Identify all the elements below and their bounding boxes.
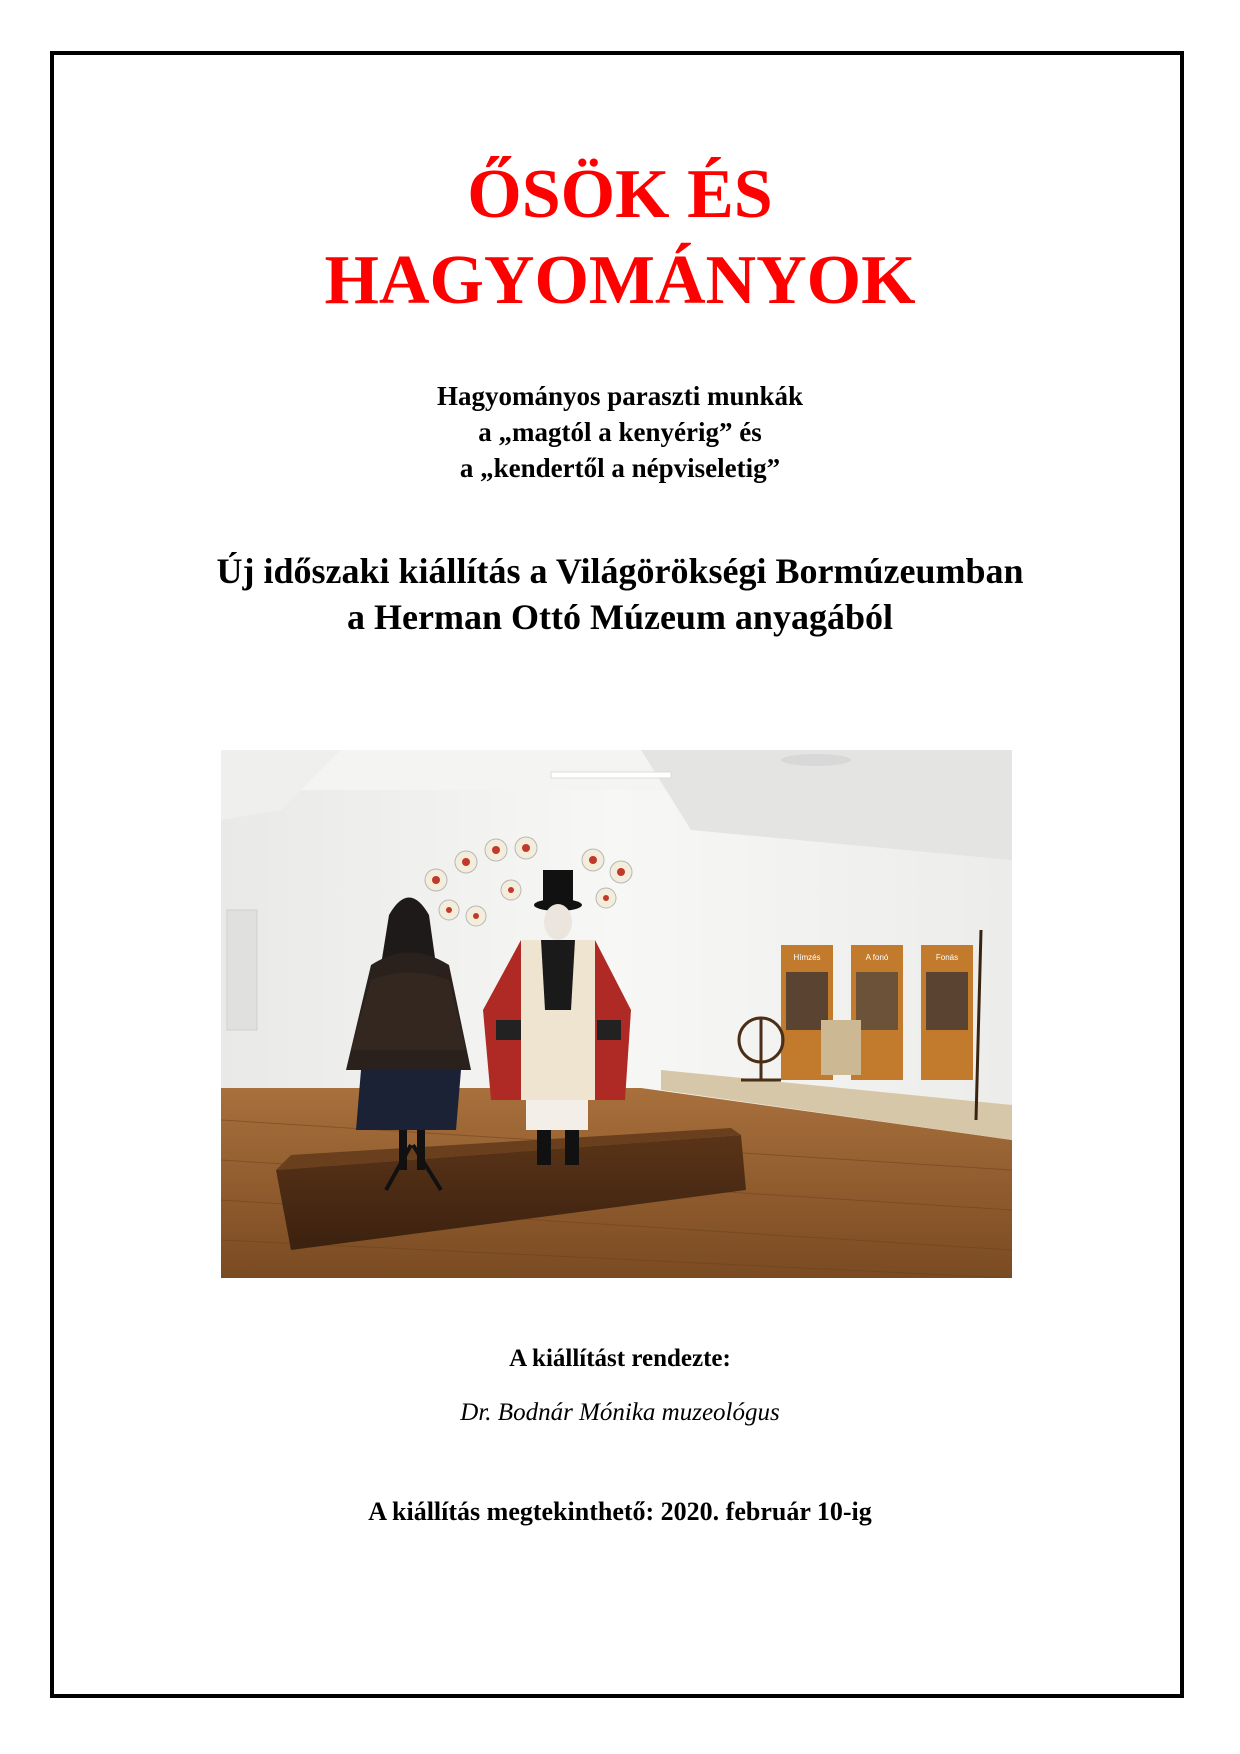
organizer-label: A kiállítást rendezte: bbox=[509, 1345, 731, 1372]
headline-line-1: Új időszaki kiállítás a Világörökségi Bormúzeumban bbox=[216, 551, 1024, 591]
subtitle-line-3: a „kendertől a népviseletig” bbox=[459, 453, 781, 483]
panel-label-3: Fonás bbox=[935, 953, 959, 962]
subtitle bbox=[0, 378, 1240, 486]
info-panels bbox=[781, 945, 973, 1080]
subtitle-line-2: a „magtól a kenyérig” és bbox=[478, 417, 762, 447]
panel-label-1: Hímzés bbox=[793, 953, 821, 962]
organizer-name: Dr. Bodnár Mónika muzeológus bbox=[460, 1399, 780, 1426]
exhibition-headline bbox=[0, 548, 1240, 640]
exhibition-dates: A kiállítás megtekinthető: 2020. február 10-ig bbox=[368, 1497, 872, 1526]
exhibition-photo bbox=[221, 750, 1012, 1278]
subtitle-line-1: Hagyományos paraszti munkák bbox=[436, 381, 804, 411]
panel-label-2: A fonó bbox=[865, 953, 889, 962]
title-line-2: HAGYOMÁNYOK bbox=[324, 242, 916, 319]
title-line-1: ŐSÖK ÉS bbox=[467, 156, 773, 233]
page-title bbox=[0, 152, 1240, 324]
headline-line-2: a Herman Ottó Múzeum anyagából bbox=[347, 597, 893, 637]
exhibition-room-illustration bbox=[221, 750, 1012, 1278]
